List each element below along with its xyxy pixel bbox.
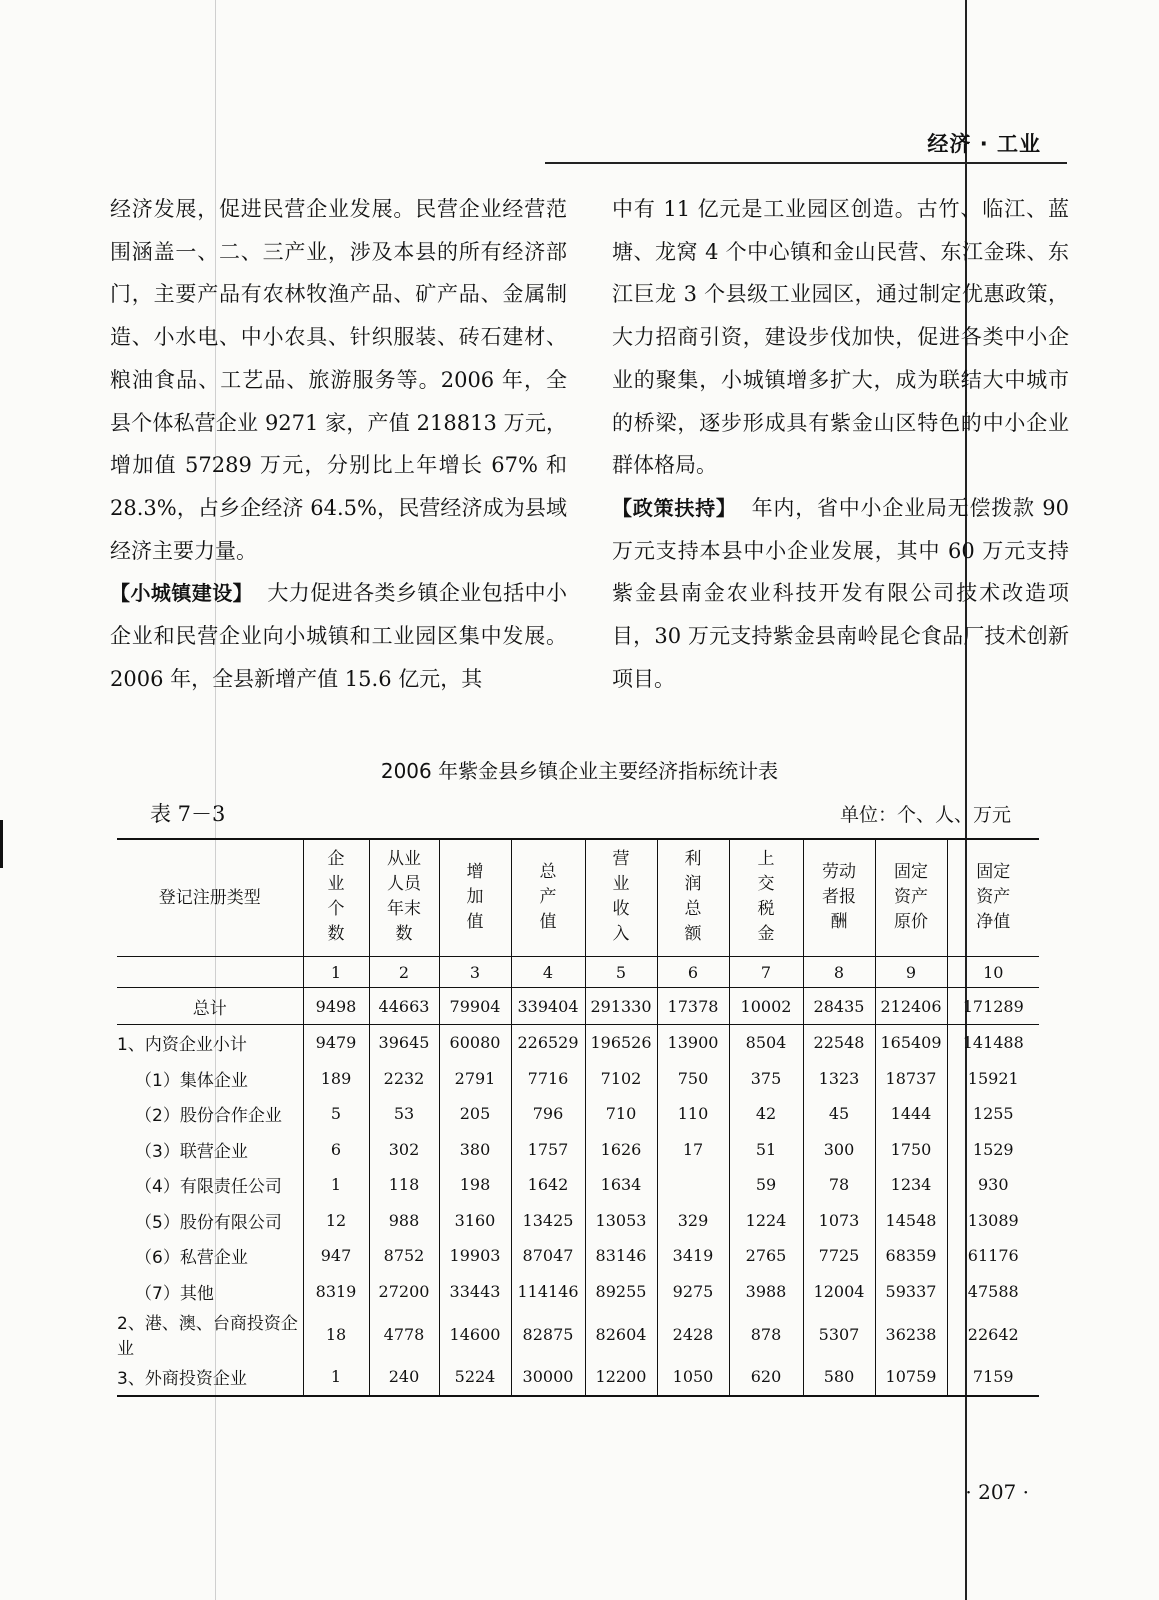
- row-label: 3、外商投资企业: [117, 1359, 303, 1396]
- table-cell: 212406: [875, 988, 947, 1025]
- row-label: （7）其他: [135, 1283, 214, 1304]
- table-cell: 42: [729, 1096, 803, 1132]
- column-number-row: [117, 957, 1039, 988]
- table-cell: 10759: [875, 1359, 947, 1396]
- table-cell: 78: [803, 1167, 875, 1203]
- table-cell: 10002: [729, 988, 803, 1025]
- paragraph: 经济发展，促进民营企业发展。民营企业经营范围涵盖一、二、三产业，涉及本县的所有经济部门，主要产品有农林牧渔产品、矿产品、金属制造、小水电、中小农具、针织服装、砖石建材、粮油食品、工艺品、旅游服务等。2006 年，全县个体私营企业 9271 家，产值 218813 万元，增加值 57289 万元，分别比上年增长 67% 和 28.3%，占乡企经济 64.5%，民营经济成为县域经济主要力量。: [110, 197, 567, 563]
- table-cell: 30000: [511, 1359, 585, 1396]
- table-cell: 930: [947, 1167, 1039, 1203]
- table-cell: 7102: [585, 1061, 657, 1097]
- column-number: 5: [585, 957, 657, 988]
- page-number: · 207 ·: [965, 1480, 1029, 1504]
- table-cell: 878: [729, 1309, 803, 1359]
- table-cell: 3419: [657, 1238, 729, 1274]
- column-header: 固定资产净值: [947, 839, 1039, 957]
- table-cell: 12: [303, 1203, 369, 1239]
- table-cell: 329: [657, 1203, 729, 1239]
- table-cell: 87047: [511, 1238, 585, 1274]
- row-label: （1）集体企业: [135, 1070, 248, 1091]
- column-header: 劳动者报酬: [803, 839, 875, 957]
- table-cell: 226529: [511, 1025, 585, 1061]
- column-number: 8: [803, 957, 875, 988]
- table-cell: 28435: [803, 988, 875, 1025]
- table-cell: 1234: [875, 1167, 947, 1203]
- table-cell: 1255: [947, 1096, 1039, 1132]
- table-cell: 580: [803, 1359, 875, 1396]
- text-column-right: [612, 188, 1069, 700]
- table-cell: 1750: [875, 1132, 947, 1168]
- table-cell: [657, 1167, 729, 1203]
- table-cell: 8319: [303, 1274, 369, 1310]
- table-cell: 7716: [511, 1061, 585, 1097]
- table-cell: 9498: [303, 988, 369, 1025]
- text-column-left: [110, 188, 567, 700]
- table-cell: 796: [511, 1096, 585, 1132]
- column-header: 上交税金: [729, 839, 803, 957]
- table-cell: 7159: [947, 1359, 1039, 1396]
- table-cell: 79904: [439, 988, 511, 1025]
- table-cell: 19903: [439, 1238, 511, 1274]
- table-cell: 291330: [585, 988, 657, 1025]
- table-cell: 3988: [729, 1274, 803, 1310]
- row-label: （6）私营企业: [135, 1248, 248, 1269]
- column-number: 6: [657, 957, 729, 988]
- row-label: 总计: [117, 988, 303, 1025]
- table-cell: 750: [657, 1061, 729, 1097]
- table-cell: 141488: [947, 1025, 1039, 1061]
- table-cell: 7725: [803, 1238, 875, 1274]
- table-cell: 2428: [657, 1309, 729, 1359]
- table-cell: 1626: [585, 1132, 657, 1168]
- table-cell: 1444: [875, 1096, 947, 1132]
- table-cell: 1757: [511, 1132, 585, 1168]
- table-cell: 114146: [511, 1274, 585, 1310]
- table-cell: 240: [369, 1359, 439, 1396]
- table-cell: 110: [657, 1096, 729, 1132]
- table-cell: 17378: [657, 988, 729, 1025]
- table-cell: 22548: [803, 1025, 875, 1061]
- table-cell: 1050: [657, 1359, 729, 1396]
- column-number: 10: [947, 957, 1039, 988]
- table-cell: 83146: [585, 1238, 657, 1274]
- table-row: [117, 1238, 1039, 1274]
- table-cell: 2232: [369, 1061, 439, 1097]
- table-title: 2006 年紫金县乡镇企业主要经济指标统计表: [380, 759, 779, 783]
- row-label: （3）联营企业: [135, 1141, 248, 1162]
- table-row: [117, 1309, 1039, 1359]
- row-label: （5）股份有限公司: [135, 1212, 282, 1233]
- table-cell: 302: [369, 1132, 439, 1168]
- table-cell: 8752: [369, 1238, 439, 1274]
- table-row: [117, 1359, 1039, 1396]
- table-cell: 5: [303, 1096, 369, 1132]
- section-heading: 【政策扶持】: [612, 495, 737, 520]
- table-cell: 68359: [875, 1238, 947, 1274]
- table-cell: 9479: [303, 1025, 369, 1061]
- scan-margin-mark: [0, 820, 3, 868]
- table-cell: 198: [439, 1167, 511, 1203]
- table-row: [117, 1203, 1039, 1239]
- table-cell: 53: [369, 1096, 439, 1132]
- table-cell: 375: [729, 1061, 803, 1097]
- table-cell: 18: [303, 1309, 369, 1359]
- table-cell: 60080: [439, 1025, 511, 1061]
- column-header: 总产值: [511, 839, 585, 957]
- table-cell: 1: [303, 1167, 369, 1203]
- table-cell: 14600: [439, 1309, 511, 1359]
- table-total-row: [117, 988, 1039, 1025]
- table-cell: 380: [439, 1132, 511, 1168]
- column-number: 7: [729, 957, 803, 988]
- column-header: 企业个数: [303, 839, 369, 957]
- table-cell: 988: [369, 1203, 439, 1239]
- table-cell: 13089: [947, 1203, 1039, 1239]
- table-cell: 1642: [511, 1167, 585, 1203]
- column-number: 4: [511, 957, 585, 988]
- column-header: 从业人员年末数: [369, 839, 439, 957]
- table-cell: 1634: [585, 1167, 657, 1203]
- table-cell: 1: [303, 1359, 369, 1396]
- table-cell: 44663: [369, 988, 439, 1025]
- paragraph: [612, 487, 1069, 701]
- table-cell: 947: [303, 1238, 369, 1274]
- table-cell: 9275: [657, 1274, 729, 1310]
- column-number: 1: [303, 957, 369, 988]
- table-number: 表 7－3: [150, 802, 226, 826]
- table-row: [117, 1167, 1039, 1203]
- column-number: 9: [875, 957, 947, 988]
- section-heading: 【小城镇建设】: [110, 581, 254, 606]
- column-header: 增加值: [439, 839, 511, 957]
- table-cell: 710: [585, 1096, 657, 1132]
- table-cell: 2791: [439, 1061, 511, 1097]
- table-cell: 15921: [947, 1061, 1039, 1097]
- table-cell: 13900: [657, 1025, 729, 1061]
- table-cell: 27200: [369, 1274, 439, 1310]
- table-header-row: [117, 839, 1039, 957]
- table-cell: 47588: [947, 1274, 1039, 1310]
- table-cell: 3160: [439, 1203, 511, 1239]
- table-cell: 13425: [511, 1203, 585, 1239]
- table-cell: 339404: [511, 988, 585, 1025]
- table-cell: 8504: [729, 1025, 803, 1061]
- table-cell: 620: [729, 1359, 803, 1396]
- running-header: 经济 · 工业: [927, 132, 1041, 156]
- table-row: [117, 1096, 1039, 1132]
- row-label: 2、港、澳、台商投资企业: [117, 1314, 298, 1359]
- table-cell: 39645: [369, 1025, 439, 1061]
- table-cell: 22642: [947, 1309, 1039, 1359]
- table-cell: 5307: [803, 1309, 875, 1359]
- table-unit: 单位：个、人、万元: [839, 804, 1011, 826]
- table-cell: 51: [729, 1132, 803, 1168]
- table-cell: 45: [803, 1096, 875, 1132]
- table-cell: 1073: [803, 1203, 875, 1239]
- table-cell: 1529: [947, 1132, 1039, 1168]
- table-cell: 4778: [369, 1309, 439, 1359]
- row-label: （4）有限责任公司: [135, 1177, 282, 1198]
- column-number: [117, 957, 303, 988]
- column-header: 固定资产原价: [875, 839, 947, 957]
- table-row: [117, 1061, 1039, 1097]
- table-cell: 1323: [803, 1061, 875, 1097]
- table-row: [117, 1274, 1039, 1310]
- table-cell: 118: [369, 1167, 439, 1203]
- table-cell: 14548: [875, 1203, 947, 1239]
- table-row: [117, 1132, 1039, 1168]
- table-cell: 1224: [729, 1203, 803, 1239]
- table-cell: 300: [803, 1132, 875, 1168]
- table-cell: 89255: [585, 1274, 657, 1310]
- row-label: 1、内资企业小计: [117, 1035, 247, 1056]
- table-cell: 61176: [947, 1238, 1039, 1274]
- column-number: 2: [369, 957, 439, 988]
- column-header: 登记注册类型: [117, 839, 303, 957]
- table-cell: 82875: [511, 1309, 585, 1359]
- table-cell: 36238: [875, 1309, 947, 1359]
- table-cell: 12200: [585, 1359, 657, 1396]
- table-cell: 2765: [729, 1238, 803, 1274]
- table-cell: 6: [303, 1132, 369, 1168]
- table-row: [117, 1025, 1039, 1061]
- column-number: 3: [439, 957, 511, 988]
- table-cell: 171289: [947, 988, 1039, 1025]
- table-cell: 33443: [439, 1274, 511, 1310]
- table-cell: 189: [303, 1061, 369, 1097]
- paragraph-text: 年内，省中小企业局无偿拨款 90 万元支持本县中小企业发展，其中 60 万元支持紫金县南金农业科技开发有限公司技术改造项目，30 万元支持紫金县南岭昆仑食品厂技术创新项目。: [612, 495, 1069, 691]
- table-cell: 196526: [585, 1025, 657, 1061]
- table-cell: 82604: [585, 1309, 657, 1359]
- table-cell: 205: [439, 1096, 511, 1132]
- table-cell: 18737: [875, 1061, 947, 1097]
- table-cell: 5224: [439, 1359, 511, 1396]
- table-cell: 165409: [875, 1025, 947, 1061]
- column-header: 营业收入: [585, 839, 657, 957]
- row-label: （2）股份合作企业: [135, 1106, 282, 1127]
- table-cell: 59337: [875, 1274, 947, 1310]
- paragraph-text: 大力促进各类乡镇企业包括中小企业和民营企业向小城镇和工业园区集中发展。2006 年，全县新增产值 15.6 亿元，其: [110, 581, 568, 691]
- table-cell: 17: [657, 1132, 729, 1168]
- statistics-table: [117, 838, 1039, 1397]
- header-rule: [545, 162, 1067, 164]
- paragraph: [110, 572, 567, 700]
- column-header: 利润总额: [657, 839, 729, 957]
- table-cell: 12004: [803, 1274, 875, 1310]
- table-cell: 59: [729, 1167, 803, 1203]
- paragraph: 中有 11 亿元是工业园区创造。古竹、临江、蓝塘、龙窝 4 个中心镇和金山民营、东江金珠、东江巨龙 3 个县级工业园区，通过制定优惠政策，大力招商引资，建设步伐加快，促进各类中小企业的聚集，小城镇增多扩大，成为联结大中城市的桥梁，逐步形成具有紫金山区特色的中小企业群体格局。: [612, 197, 1069, 478]
- table-cell: 13053: [585, 1203, 657, 1239]
